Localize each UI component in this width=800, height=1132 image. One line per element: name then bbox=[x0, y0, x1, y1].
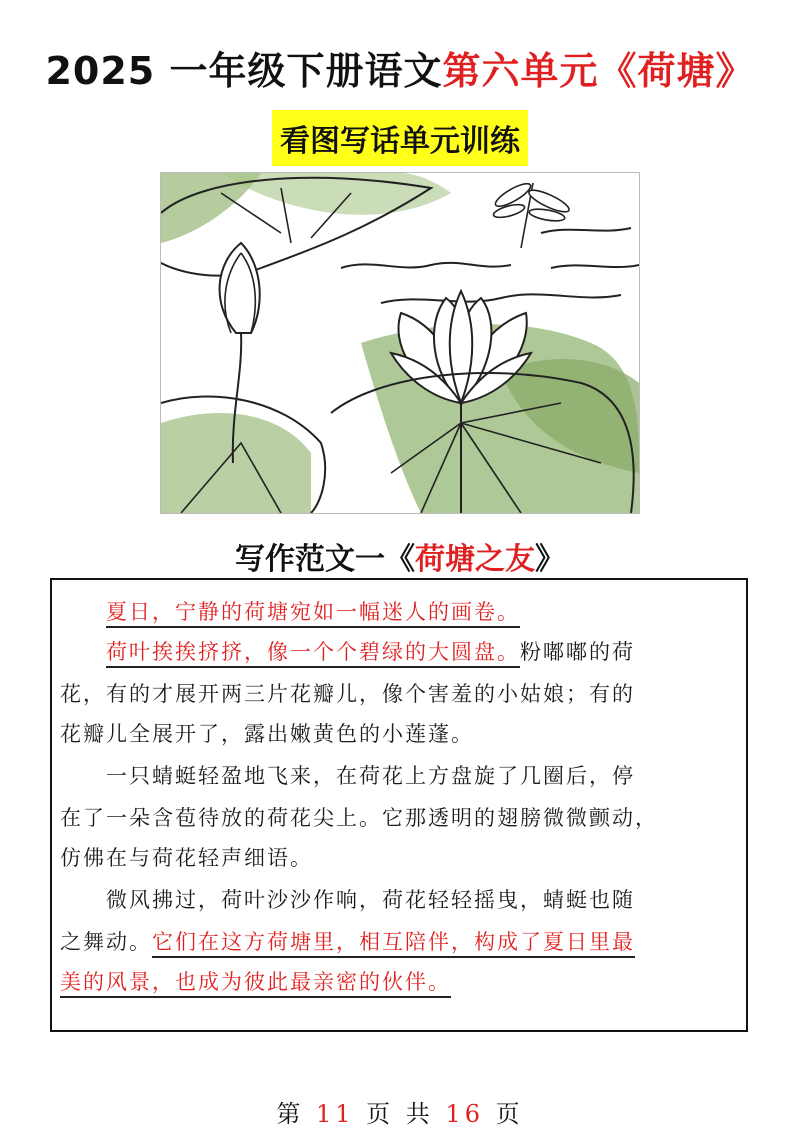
essay-line-3 bbox=[60, 678, 635, 708]
footer-middle: 页 共 bbox=[366, 1100, 434, 1128]
essay-line-8 bbox=[106, 884, 635, 914]
essay-line-2-red: 荷叶挨挨挤挤，像一个个碧绿的大圆盘。 bbox=[106, 640, 520, 668]
essay-line-4 bbox=[60, 718, 474, 748]
footer-total-pages: 16 bbox=[445, 1100, 484, 1128]
title-black-part: 2025 一年级下册语文 bbox=[45, 49, 443, 93]
essay-line-9 bbox=[60, 926, 635, 956]
essay-line-7-black: 仿佛在与荷花轻声细语。 bbox=[60, 846, 313, 870]
essay-line-5 bbox=[106, 760, 635, 790]
essay-line-1-red: 夏日，宁静的荷塘宛如一幅迷人的画卷。 bbox=[106, 600, 520, 628]
essay-line-2 bbox=[106, 636, 635, 666]
essay-title-prefix: 写作范文一《 bbox=[235, 542, 415, 577]
lotus-pond-icon bbox=[161, 173, 639, 513]
essay-line-10-red: 美的风景，也成为彼此最亲密的伙伴。 bbox=[60, 970, 451, 998]
footer-suffix: 页 bbox=[495, 1100, 524, 1128]
lotus-pond-illustration bbox=[160, 172, 640, 514]
essay-title-name: 荷塘之友 bbox=[415, 542, 535, 577]
essay-line-1 bbox=[106, 596, 520, 626]
essay-line-4-black: 花瓣儿全展开了，露出嫩黄色的小莲蓬。 bbox=[60, 722, 474, 746]
footer-page-number: 11 bbox=[315, 1100, 355, 1128]
essay-line-2-black: 粉嘟嘟的荷 bbox=[520, 640, 635, 664]
essay-title-suffix: 》 bbox=[535, 542, 565, 577]
essay-line-6-black: 在了一朵含苞待放的荷花尖上。它那透明的翅膀微微颤动， bbox=[60, 806, 658, 830]
essay-line-3-black: 花，有的才展开两三片花瓣儿，像个害羞的小姑娘；有的 bbox=[60, 682, 635, 706]
page-title bbox=[0, 40, 800, 95]
page-footer bbox=[0, 1094, 800, 1129]
essay-line-9-red: 它们在这方荷塘里，相互陪伴，构成了夏日里最 bbox=[152, 930, 635, 958]
essay-line-7 bbox=[60, 842, 313, 872]
footer-prefix: 第 bbox=[276, 1100, 305, 1128]
title-red-part: 第六单元《荷塘》 bbox=[442, 49, 755, 93]
essay-line-9-black: 之舞动。 bbox=[60, 930, 152, 954]
essay-title bbox=[0, 534, 800, 578]
page-subtitle: 看图写话单元训练 bbox=[272, 110, 528, 166]
essay-line-6 bbox=[60, 802, 658, 832]
essay-line-8-black: 微风拂过，荷叶沙沙作响，荷花轻轻摇曳，蜻蜓也随 bbox=[106, 888, 635, 912]
subtitle-container bbox=[0, 110, 800, 166]
essay-line-5-black: 一只蜻蜓轻盈地飞来，在荷花上方盘旋了几圈后，停 bbox=[106, 764, 635, 788]
essay-line-10 bbox=[60, 966, 451, 996]
